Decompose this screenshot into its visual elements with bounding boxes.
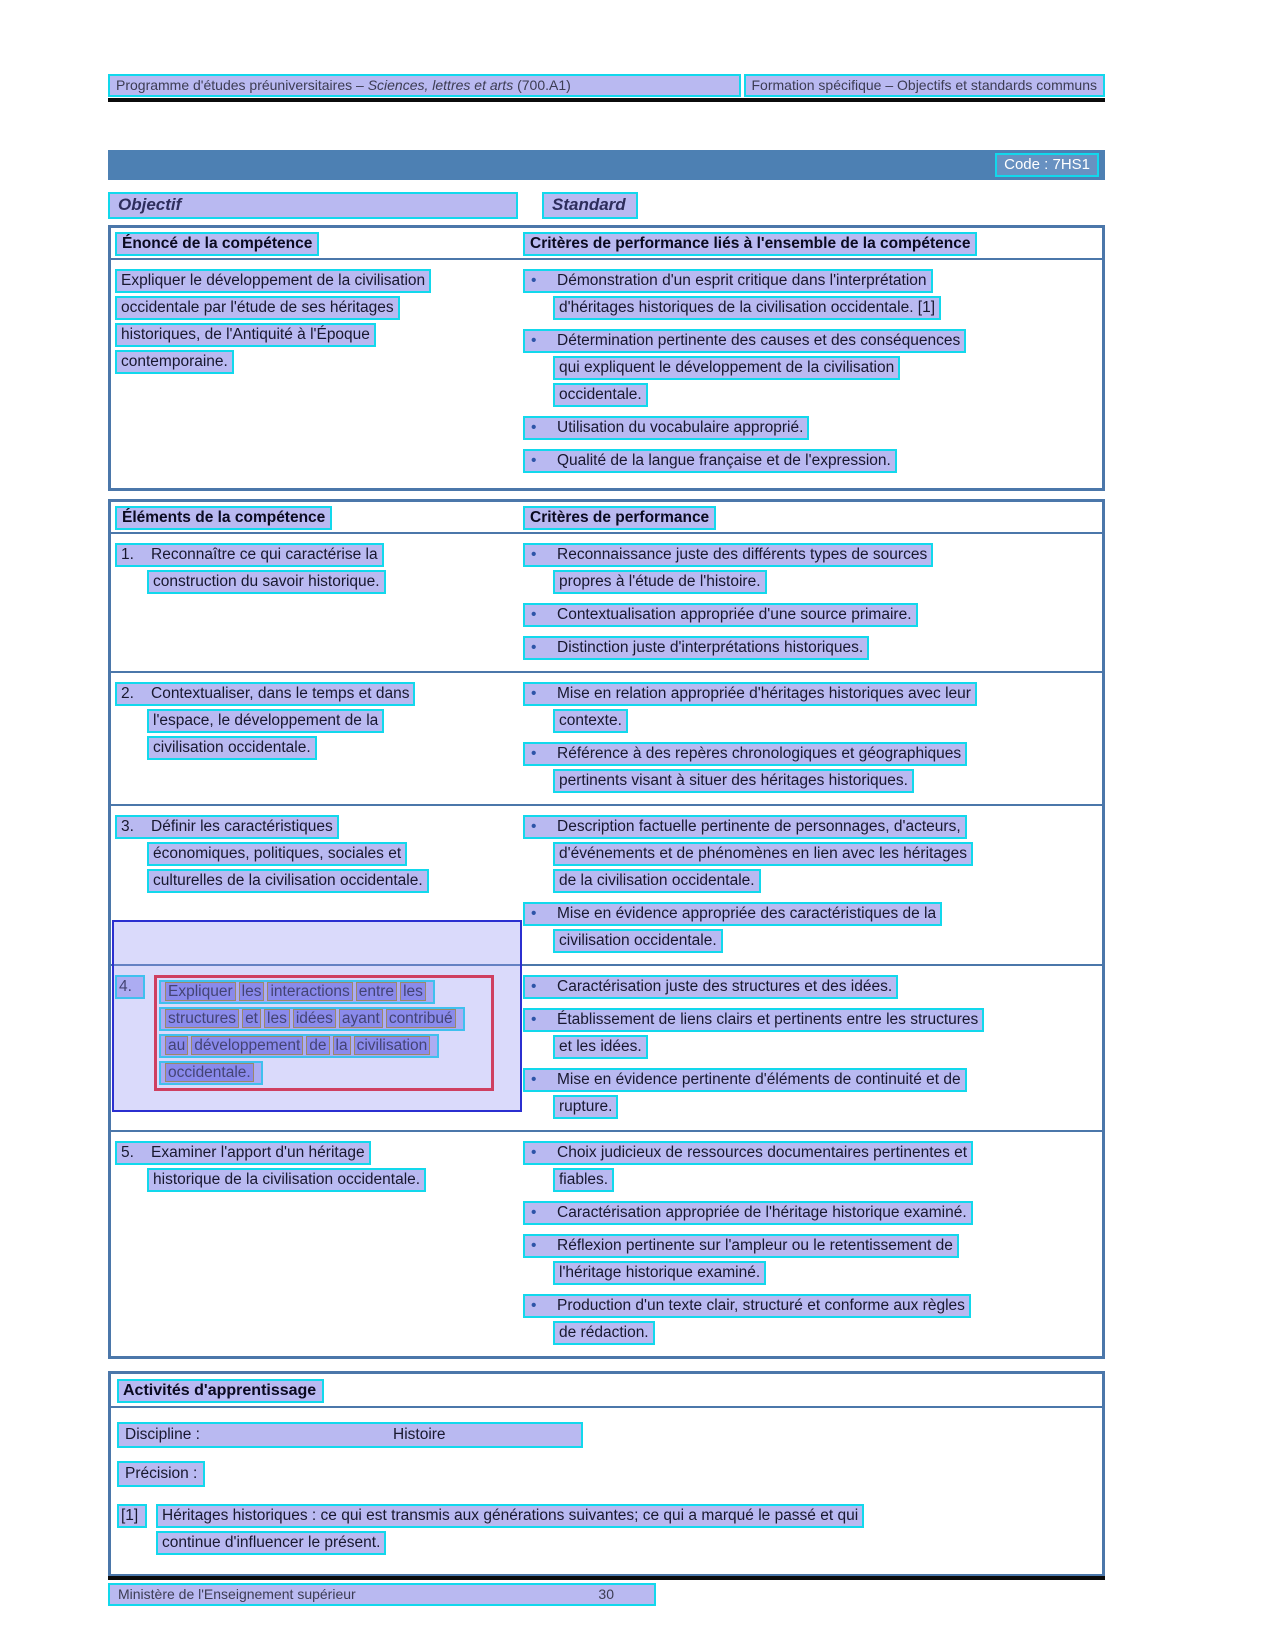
discipline-row <box>117 1422 583 1448</box>
element-row-2 <box>111 671 1102 804</box>
word-box: développement <box>191 1036 303 1055</box>
bullet-icon: • <box>531 546 537 563</box>
text-line: • Caractérisation juste des structures et des idées. <box>523 975 898 999</box>
bullet-icon: • <box>531 1071 537 1088</box>
word-box: les <box>400 982 426 1001</box>
bullet-icon: • <box>531 905 537 922</box>
objectif-label: Objectif <box>108 192 518 219</box>
text-line: l'espace, le développement de la <box>147 709 384 733</box>
criterion-item <box>523 1234 1100 1285</box>
bullet-icon: • <box>531 1297 537 1314</box>
word-box: civilisation <box>354 1036 431 1055</box>
criteres-ensemble-header: Critères de performance liés à l'ensemble de la compétence <box>523 232 977 256</box>
text-line: • Mise en relation appropriée d'héritages historiques avec leur <box>523 682 977 706</box>
row-number: 3. <box>121 818 134 835</box>
competence-table-body <box>111 260 1102 488</box>
element-cell <box>115 815 523 962</box>
criterion-item <box>523 449 1100 473</box>
text-line: de rédaction. <box>553 1321 655 1345</box>
activities-header <box>111 1374 1102 1408</box>
word-box: entre <box>356 982 397 1001</box>
text-line: culturelles de la civilisation occidentale. <box>147 869 429 893</box>
text-line: civilisation occidentale. <box>147 736 317 760</box>
criteres-ensemble-cell <box>523 269 1100 482</box>
discipline-label: Discipline : <box>125 1426 200 1443</box>
bullet-icon: • <box>531 1237 537 1254</box>
activities-panel <box>108 1371 1105 1577</box>
bullet-icon: • <box>531 685 537 702</box>
element-row-4 <box>111 964 1102 1130</box>
code-banner <box>108 150 1105 180</box>
word-box: Expliquer <box>165 982 236 1001</box>
bullet-icon: • <box>531 1204 537 1221</box>
element-text <box>115 543 386 597</box>
word-box: contribué <box>386 1009 456 1028</box>
page-number: 30 <box>598 1586 614 1602</box>
text-line: contexte. <box>553 709 628 733</box>
code-badge: Code : 7HS1 <box>995 153 1099 177</box>
criteria-cell <box>523 975 1100 1128</box>
text-line: 2. Contextualiser, dans le temps et dans <box>115 682 415 706</box>
criterion-item <box>523 1141 1100 1192</box>
footer-rule <box>108 1576 1105 1580</box>
text-line: économiques, politiques, sociales et <box>147 842 407 866</box>
text-line: • Utilisation du vocabulaire approprié. <box>523 416 809 440</box>
element-cell <box>115 1141 523 1354</box>
section-labels-row <box>108 192 1105 219</box>
document-header <box>108 74 1105 97</box>
text-line: civilisation occidentale. <box>553 929 723 953</box>
criteria-cell <box>523 543 1100 669</box>
page-content <box>108 74 1105 1577</box>
text-line: d'événements et de phénomènes en lien avec les héritages <box>553 842 973 866</box>
word-box: idées <box>293 1009 336 1028</box>
enonce-header: Énoncé de la compétence <box>115 232 319 256</box>
header-left-prefix: Programme d'études préuniversitaires – <box>116 77 368 93</box>
word-box: les <box>264 1009 290 1028</box>
bullet-icon: • <box>531 1011 537 1028</box>
element-row-5 <box>111 1130 1102 1356</box>
text-line: 5. Examiner l'apport d'un héritage <box>115 1141 371 1165</box>
bullet-icon: • <box>531 978 537 995</box>
criteres-header: Critères de performance <box>523 506 716 530</box>
criteria-cell <box>523 1141 1100 1354</box>
text-line <box>159 980 435 1004</box>
text-line: occidentale. <box>553 383 648 407</box>
enonce-text <box>115 269 431 377</box>
text-line: occidentale par l'étude de ses héritages <box>115 296 400 320</box>
bullet-icon: • <box>531 606 537 623</box>
header-left-code: (700.A1) <box>513 77 571 93</box>
element-row-1 <box>111 534 1102 671</box>
criteria-cell <box>523 815 1100 962</box>
text-line: qui expliquent le développement de la civilisation <box>553 356 900 380</box>
word-box: au <box>165 1036 188 1055</box>
text-line: fiables. <box>553 1168 614 1192</box>
row-number: 1. <box>121 546 134 563</box>
bullet-icon: • <box>531 745 537 762</box>
criterion-item <box>523 682 1100 733</box>
ministry-text: Ministère de l'Enseignement supérieur <box>118 1586 356 1602</box>
text-line: pertinents visant à situer des héritages historiques. <box>553 769 914 793</box>
row-number: 4. <box>115 975 145 999</box>
elements-header: Éléments de la compétence <box>115 506 332 530</box>
criterion-item <box>523 815 1100 893</box>
standard-label: Standard <box>542 192 638 219</box>
row-number: 2. <box>121 685 134 702</box>
competence-table <box>108 225 1105 491</box>
attention-box <box>154 975 494 1091</box>
text-line: • Référence à des repères chronologiques et géographiques <box>523 742 967 766</box>
bullet-icon: • <box>531 818 537 835</box>
criterion-item <box>523 329 1100 407</box>
discipline-value: Histoire <box>393 1426 446 1443</box>
criterion-item <box>523 543 1100 594</box>
text-line <box>159 1034 439 1058</box>
text-line: propres à l'étude de l'histoire. <box>553 570 767 594</box>
bullet-icon: • <box>531 272 537 289</box>
footnote-marker: [1] <box>117 1504 147 1528</box>
precision-label: Précision : <box>117 1461 205 1487</box>
footnote <box>117 1504 1098 1558</box>
word-box: ayant <box>339 1009 383 1028</box>
text-line: • Reconnaissance juste des différents types de sources <box>523 543 933 567</box>
criterion-item <box>523 269 1100 320</box>
word-box: et <box>242 1009 261 1028</box>
element-text <box>115 815 429 896</box>
header-rule <box>108 98 1105 102</box>
text-line: • Production d'un texte clair, structuré et conforme aux règles <box>523 1294 971 1318</box>
text-line: Héritages historiques : ce qui est transmis aux générations suivantes; ce qui a marqué le passé et qui <box>156 1504 864 1528</box>
element-text <box>115 1141 426 1195</box>
criteria-cell <box>523 682 1100 802</box>
word-box: de <box>306 1036 329 1055</box>
header-left-program: Sciences, lettres et arts <box>367 77 514 93</box>
element-cell <box>115 682 523 802</box>
enonce-cell <box>115 269 523 482</box>
bullet-icon: • <box>531 639 537 656</box>
text-line: 1. Reconnaître ce qui caractérise la <box>115 543 384 567</box>
text-line: Expliquer le développement de la civilisation <box>115 269 431 293</box>
element-text <box>159 980 485 1085</box>
bullet-icon: • <box>531 1144 537 1161</box>
text-line: construction du savoir historique. <box>147 570 386 594</box>
footnote-text <box>156 1504 864 1558</box>
bullet-icon: • <box>531 419 537 436</box>
element-cell <box>115 543 523 669</box>
text-line <box>159 1061 263 1085</box>
text-line: • Caractérisation appropriée de l'héritage historique examiné. <box>523 1201 973 1225</box>
competence-table-header <box>111 228 1102 260</box>
text-line: d'héritages historiques de la civilisation occidentale. [1] <box>553 296 941 320</box>
text-line: de la civilisation occidentale. <box>553 869 761 893</box>
row-number: 5. <box>121 1144 134 1161</box>
text-line: et les idées. <box>553 1035 648 1059</box>
text-line: continue d'influencer le présent. <box>156 1531 386 1555</box>
activities-body <box>111 1408 1102 1574</box>
text-line: • Choix judicieux de ressources documentaires pertinentes et <box>523 1141 973 1165</box>
word-box: interactions <box>267 982 352 1001</box>
elements-table-header <box>111 502 1102 534</box>
header-left-text <box>108 74 741 97</box>
word-box: les <box>239 982 265 1001</box>
word-box: occidentale. <box>165 1063 254 1082</box>
word-box: la <box>333 1036 351 1055</box>
text-line <box>159 1007 465 1031</box>
elements-table <box>108 499 1105 1359</box>
criterion-item <box>523 1008 1100 1059</box>
text-line: • Réflexion pertinente sur l'ampleur ou le retentissement de <box>523 1234 959 1258</box>
text-line: • Distinction juste d'interprétations historiques. <box>523 636 869 660</box>
text-line: • Mise en évidence appropriée des caractéristiques de la <box>523 902 942 926</box>
criterion-item <box>523 636 1100 660</box>
text-line: historiques, de l'Antiquité à l'Époque <box>115 323 376 347</box>
text-line: • Description factuelle pertinente de personnages, d'acteurs, <box>523 815 967 839</box>
page-footer <box>108 1576 1105 1606</box>
text-line: rupture. <box>553 1095 618 1119</box>
text-line: contemporaine. <box>115 350 234 374</box>
text-line: 3. Définir les caractéristiques <box>115 815 339 839</box>
text-line: • Qualité de la langue française et de l'expression. <box>523 449 897 473</box>
text-line: • Détermination pertinente des causes et des conséquences <box>523 329 966 353</box>
criterion-item <box>523 742 1100 793</box>
element-cell <box>115 975 523 1128</box>
text-line: • Démonstration d'un esprit critique dans l'interprétation <box>523 269 933 293</box>
text-line: • Mise en évidence pertinente d'éléments de continuité et de <box>523 1068 967 1092</box>
criterion-item <box>523 1294 1100 1345</box>
word-box: structures <box>165 1009 239 1028</box>
footer-line <box>108 1583 656 1606</box>
criterion-item <box>523 603 1100 627</box>
criterion-item <box>523 1068 1100 1119</box>
bullet-icon: • <box>531 332 537 349</box>
text-line: • Établissement de liens clairs et pertinents entre les structures <box>523 1008 984 1032</box>
text-line: • Contextualisation appropriée d'une source primaire. <box>523 603 918 627</box>
element-row-3 <box>111 804 1102 964</box>
activities-title: Activités d'apprentissage <box>117 1379 324 1403</box>
bullet-icon: • <box>531 452 537 469</box>
text-line: historique de la civilisation occidentale. <box>147 1168 426 1192</box>
criterion-item <box>523 902 1100 953</box>
header-right-text: Formation spécifique – Objectifs et standards communs <box>744 74 1106 97</box>
text-line: l'héritage historique examiné. <box>553 1261 766 1285</box>
criterion-item <box>523 1201 1100 1225</box>
criterion-item <box>523 975 1100 999</box>
element-text <box>115 682 415 763</box>
criterion-item <box>523 416 1100 440</box>
